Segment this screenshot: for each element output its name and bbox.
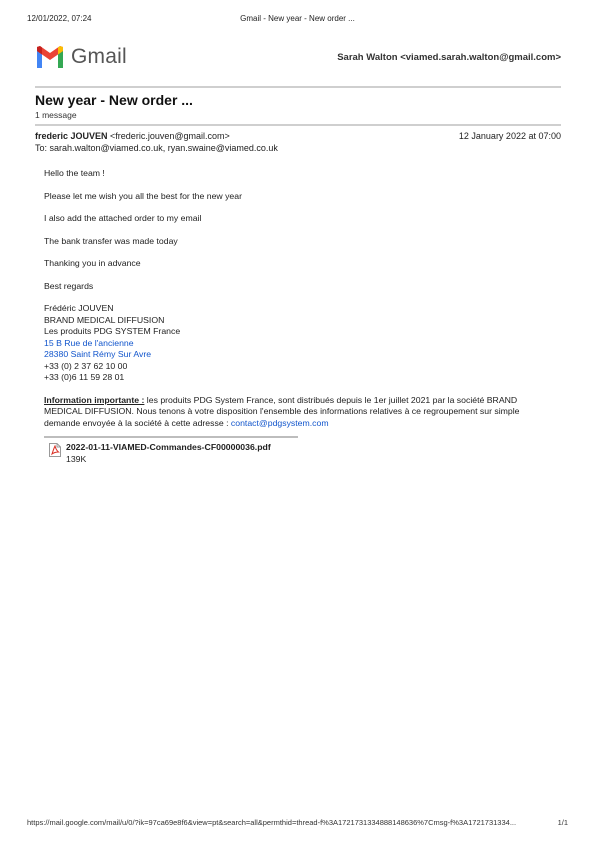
sender-name: frederic JOUVEN	[35, 131, 108, 141]
sender	[35, 131, 230, 141]
message-date: 12 January 2022 at 07:00	[458, 131, 561, 141]
body-line: I also add the attached order to my email	[44, 213, 202, 223]
sender-email[interactable]: <frederic.jouven@gmail.com>	[110, 131, 230, 141]
print-header	[27, 14, 568, 26]
header-divider	[35, 86, 561, 88]
signature-address-link[interactable]: 15 B Rue de l'ancienne	[44, 337, 134, 348]
attachment-size: 139K	[66, 454, 87, 464]
message-count: 1 message	[35, 110, 77, 120]
signature-name: Frédéric JOUVEN	[44, 303, 114, 313]
thread-subject: New year - New order ...	[35, 92, 193, 108]
signature	[44, 303, 564, 384]
print-title: Gmail - New year - New order ...	[240, 14, 355, 23]
page-number: 1/1	[557, 818, 568, 827]
notice-email-link[interactable]: contact@pdgsystem.com	[230, 417, 329, 428]
message-divider	[35, 124, 561, 126]
notice-title: Information importante :	[44, 394, 145, 405]
body-line: Best regards	[44, 280, 94, 291]
gmail-logo-icon	[35, 46, 65, 68]
signature-phone: +33 (0) 2 37 62 10 00	[44, 360, 128, 371]
signature-company: BRAND MEDICAL DIFFUSION	[44, 314, 165, 325]
signature-company2: Les produits PDG SYSTEM France	[44, 326, 181, 336]
message-body	[44, 168, 564, 429]
account-email: Sarah Walton <viamed.sarah.walton@gmail.com>	[337, 52, 561, 63]
gmail-logo-text: Gmail	[71, 45, 127, 68]
body-line: Hello the team !	[44, 168, 105, 178]
body-line: The bank transfer was made today	[44, 235, 178, 246]
attachment-name[interactable]: 2022-01-11-VIAMED-Commandes-CF00000036.pdf	[66, 442, 271, 452]
signature-city-link[interactable]: 28380 Saint Rémy Sur Avre	[44, 349, 152, 359]
recipients: To: sarah.walton@viamed.co.uk, ryan.swaine@viamed.co.uk	[35, 143, 278, 153]
attachment[interactable]	[49, 442, 271, 464]
notice-text: les produits PDG System France, sont distribués depuis le 1er juillet 2021 par la société BRAND MEDICAL DIFFUSION. Nous tenons à votre disposition l'ensemble des informations relatives à ce regroupement sur simple demande envoyée à la société à cette adresse :	[44, 394, 520, 428]
attachment-divider	[44, 436, 298, 438]
print-url: https://mail.google.com/mail/u/0/?ik=97ca69e8f6&view=pt&search=all&permthid=thread-f%3A1721731334888148636%7Cmsg-f%3A1721731334...	[27, 818, 517, 827]
important-notice	[44, 395, 554, 430]
signature-mobile: +33 (0)6 11 59 28 01	[44, 372, 125, 382]
body-line: Please let me wish you all the best for the new year	[44, 190, 242, 201]
print-date: 12/01/2022, 07:24	[27, 14, 92, 23]
pdf-file-icon	[49, 443, 61, 457]
gmail-logo	[35, 44, 127, 70]
body-line: Thanking you in advance	[44, 258, 141, 268]
